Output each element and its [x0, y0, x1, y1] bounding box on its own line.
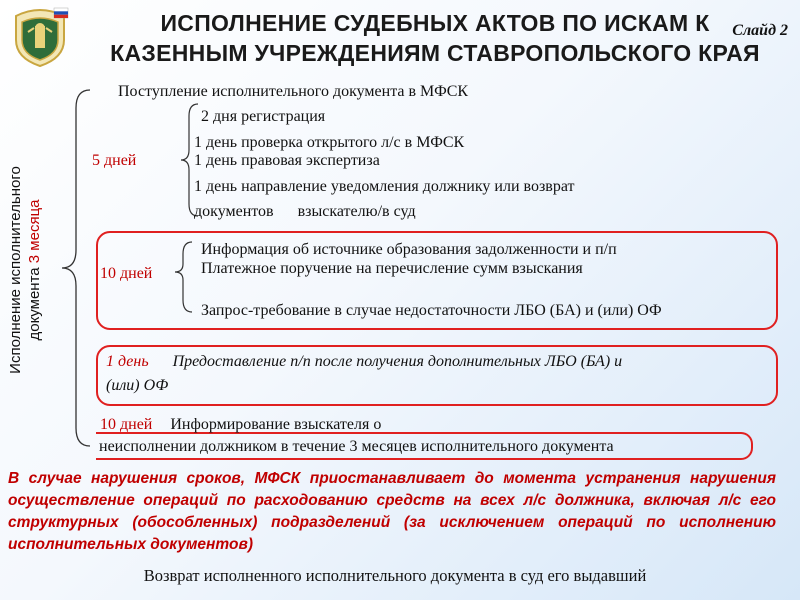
block1-item: 2 дня регистрация: [201, 108, 326, 125]
side-label: [6, 140, 44, 400]
block2-period: 10 дней: [100, 265, 153, 282]
block1-item: 1 день правовая экспертиза: [194, 152, 380, 169]
block1-period: 5 дней: [92, 152, 137, 169]
footer-text: Возврат исполненного исполнительного документа в суд его выдавший: [143, 566, 647, 585]
side-label-line-1: Исполнение исполнительного: [7, 166, 24, 374]
block3-line-1: [106, 352, 622, 372]
block3-text: Предоставление п/п после получения дополнительных ЛБО (БА) и: [172, 353, 623, 370]
title-line-1: ИСПОЛНЕНИЕ СУДЕБНЫХ АКТОВ ПО ИСКАМ К: [160, 10, 710, 36]
block1-item: 1 день проверка открытого л/с в МФСК: [194, 134, 465, 151]
block4-line-1: [100, 415, 381, 435]
block2-item: Запрос-требование в случае недостаточности ЛБО (БА) и (или) ОФ: [201, 302, 662, 319]
block4-line-2: неисполнении должником в течение 3 месяцев исполнительного документа: [99, 438, 614, 455]
warning-text: В случае нарушения сроков, МФСК приостанавливает до момента устранения нарушения осуществление операций по расходованию средств на всех л/с должника, включая л/с его структурных (обособленных) подразделений (за исключением операций по исполнению исполнительных документов): [8, 470, 776, 553]
side-label-line-2: документа 3 месяца: [26, 199, 43, 341]
block2-item: Информация об источнике образования задолженности и п/п: [201, 241, 617, 258]
side-label-accent: 3 месяца: [26, 199, 43, 264]
block4-period: 10 дней: [100, 416, 153, 433]
slide-number: Слайд 2: [732, 22, 788, 39]
receipt-text: Поступление исполнительного документа в МФСК: [118, 83, 469, 100]
block2-item: Платежное поручение на перечисление сумм взыскания: [201, 260, 583, 277]
block1-item: 1 день направление уведомления должнику или возврат: [194, 178, 575, 195]
title-line-2: КАЗЕННЫМ УЧРЕЖДЕНИЯМ СТАВРОПОЛЬСКОГО КРАЯ: [110, 40, 760, 66]
block4-text: Информирование взыскателя о: [170, 416, 382, 433]
block3-line-2: (или) ОФ: [106, 377, 169, 394]
block1-item: документов взыскателю/в суд: [194, 203, 416, 220]
block3-period: 1 день: [106, 353, 149, 370]
